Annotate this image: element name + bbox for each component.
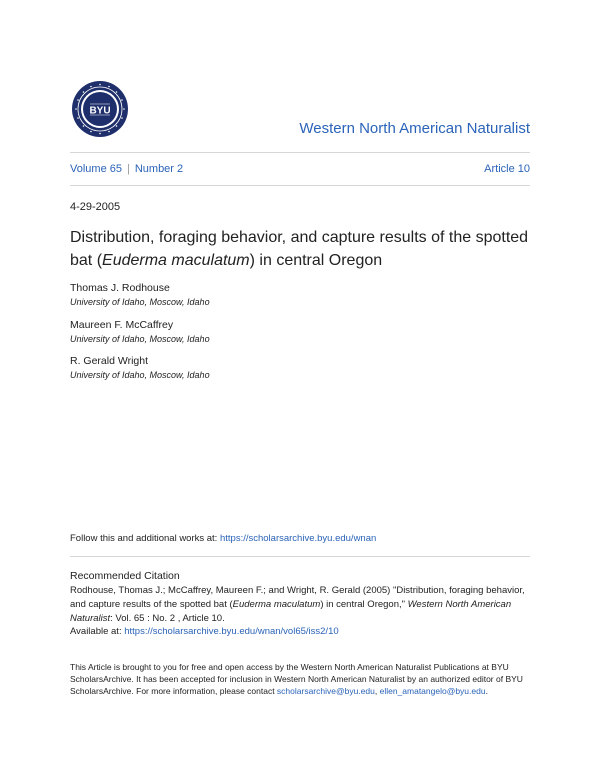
byu-seal-logo: [71, 80, 129, 138]
journal-title-link[interactable]: Western North American Naturalist: [299, 120, 530, 137]
divider-issue: [70, 185, 530, 186]
article-url-link[interactable]: https://scholarsarchive.byu.edu/wnan/vol65/iss2/10: [124, 626, 339, 637]
article-title: [70, 226, 540, 272]
article-link[interactable]: Article 10: [484, 163, 530, 175]
contact-email-link-2[interactable]: ellen_amatangelo@byu.edu: [379, 686, 486, 696]
author-name: Thomas J. Rodhouse: [70, 282, 170, 294]
recommended-citation-heading: Recommended Citation: [70, 570, 180, 582]
follow-label: Follow this and additional works at:: [70, 533, 220, 544]
notice-end: .: [485, 686, 488, 696]
available-label: Available at:: [70, 626, 125, 637]
notice-text: This Article is brought to you for free and open access by the Western North American Naturalist Publications at BYU ScholarsArchive. It has been accepted for inclusion in Western North American Naturalist by an authorized editor of BYU ScholarsArchive. For more information, please contact: [70, 662, 523, 696]
seal-text: BYU: [89, 105, 111, 117]
author-name: Maureen F. McCaffrey: [70, 319, 174, 331]
title-species: Euderma maculatum: [102, 252, 250, 269]
access-notice: [70, 661, 530, 697]
follow-line: [70, 533, 376, 544]
citation-part: : Vol. 65 : No. 2 , Article 10.: [110, 613, 225, 624]
author-affiliation: University of Idaho, Moscow, Idaho: [70, 370, 210, 380]
title-text-1: Distribution, foraging behavior, and capture results of the spotted bat (: [70, 229, 529, 269]
citation-journal: Western North American Naturalist: [70, 599, 512, 624]
issue-row: [70, 163, 530, 175]
author-name: R. Gerald Wright: [70, 355, 148, 367]
author-affiliation: University of Idaho, Moscow, Idaho: [70, 297, 210, 307]
available-at-line: [70, 626, 339, 637]
author-affiliation: University of Idaho, Moscow, Idaho: [70, 334, 210, 344]
divider-top: [70, 152, 530, 153]
volume-link[interactable]: Volume 65: [70, 163, 122, 175]
publication-date: 4-29-2005: [70, 201, 121, 213]
seal-icon: [71, 80, 129, 138]
citation-species: Euderma maculatum: [232, 599, 321, 610]
citation-part: ) in central Oregon,": [320, 599, 408, 610]
notice-separator: ,: [374, 686, 380, 696]
issue-separator: |: [126, 163, 130, 175]
divider-citation: [70, 556, 530, 557]
title-text-2: ) in central Oregon: [249, 252, 383, 269]
number-link[interactable]: Number 2: [134, 163, 184, 175]
contact-email-link[interactable]: scholarsarchive@byu.edu: [276, 686, 375, 696]
citation-text: [70, 584, 532, 626]
citation-part: Rodhouse, Thomas J.; McCaffrey, Maureen F.; and Wright, R. Gerald (2005) "Distribution, foraging behavior, and capture results of the spotted bat (: [70, 585, 525, 610]
follow-link[interactable]: https://scholarsarchive.byu.edu/wnan: [219, 533, 377, 544]
